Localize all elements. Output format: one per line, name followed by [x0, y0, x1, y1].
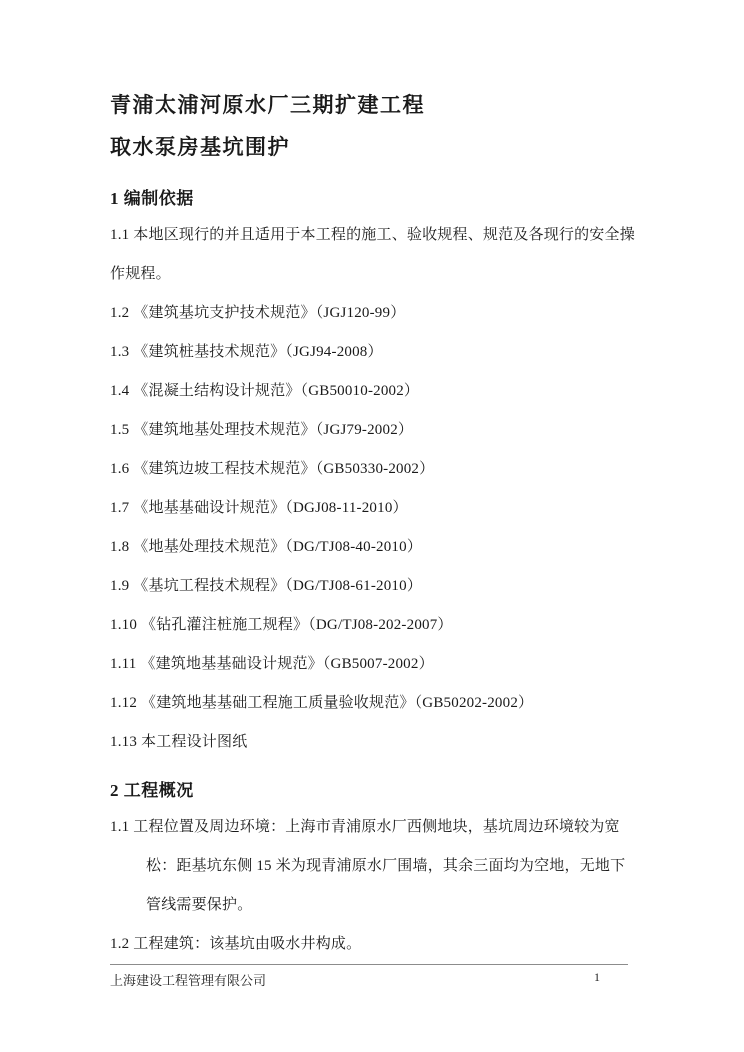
document-title-line-2: 取水泵房基坑围护	[110, 135, 290, 159]
section-heading-compilation-basis: 1 编制依据	[110, 189, 194, 208]
section-body-compilation-basis	[110, 216, 640, 762]
paragraph-1-2: 1.2 《建筑基坑支护技术规范》（JGJ120-99）	[110, 305, 406, 321]
paragraph-2-1: 1.1 工程位置及周边环境：上海市青浦原水厂西侧地块，基坑周边环境较为宽松：距基坑东侧 15 米为现青浦原水厂围墙，其余三面均为空地，无地下管线需要保护。	[110, 819, 626, 913]
page-footer	[110, 964, 628, 989]
paragraph-1-13: 1.13 本工程设计图纸	[110, 734, 248, 750]
paragraph-2-2: 1.2 工程建筑：该基坑由吸水井构成。	[110, 936, 362, 952]
paragraph-1-6: 1.6 《建筑边坡工程技术规范》（GB50330-2002）	[110, 461, 435, 477]
footer-row	[110, 970, 628, 989]
paragraph-1-1: 1.1 本地区现行的并且适用于本工程的施工、验收规程、规范及各现行的安全操作规程。	[110, 227, 635, 282]
paragraph-1-3: 1.3 《建筑桩基技术规范》（JGJ94-2008）	[110, 344, 383, 360]
paragraph-1-8: 1.8 《地基处理技术规范》（DG/TJ08-40-2010）	[110, 539, 423, 555]
section-heading-project-overview: 2 工程概况	[110, 781, 194, 800]
paragraph-1-11: 1.11 《建筑地基基础设计规范》（GB5007-2002）	[110, 656, 434, 672]
paragraph-1-9: 1.9 《基坑工程技术规程》（DG/TJ08-61-2010）	[110, 578, 423, 594]
footer-divider	[110, 964, 628, 965]
document-content	[110, 84, 640, 964]
footer-company-name: 上海建设工程管理有限公司	[110, 973, 267, 988]
paragraph-1-7: 1.7 《地基基础设计规范》（DGJ08-11-2010）	[110, 500, 408, 516]
section-body-project-overview	[110, 808, 640, 964]
document-title-line-1: 青浦太浦河原水厂三期扩建工程	[110, 93, 425, 117]
paragraph-1-12: 1.12 《建筑地基基础工程施工质量验收规范》（GB50202-2002）	[110, 695, 534, 711]
paragraph-1-4: 1.4 《混凝土结构设计规范》（GB50010-2002）	[110, 383, 420, 399]
footer-page-number: 1	[594, 970, 600, 984]
paragraph-1-10: 1.10 《钻孔灌注桩施工规程》（DG/TJ08-202-2007）	[110, 617, 453, 633]
paragraph-1-5: 1.5 《建筑地基处理技术规范》（JGJ79-2002）	[110, 422, 414, 438]
